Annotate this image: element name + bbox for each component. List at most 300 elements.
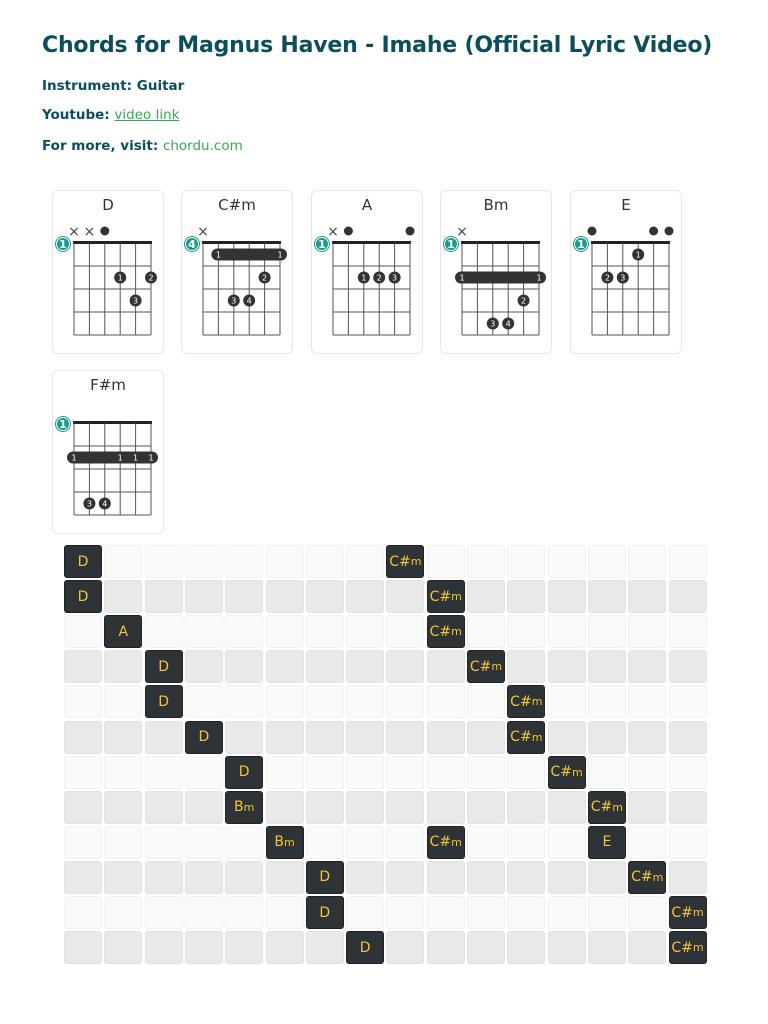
empty-cell (266, 615, 304, 648)
finger-label: 4 (505, 319, 511, 329)
empty-cell (427, 721, 465, 754)
empty-cell (628, 826, 666, 859)
empty-cell (669, 580, 707, 613)
barre-label: 1 (215, 250, 221, 260)
empty-cell (467, 861, 505, 894)
empty-cell (588, 580, 626, 613)
empty-cell (467, 931, 505, 964)
barre-label: 1 (148, 453, 154, 463)
chord-cell[interactable] (386, 545, 424, 578)
empty-cell (346, 826, 384, 859)
empty-cell (64, 896, 102, 929)
empty-cell (467, 615, 505, 648)
empty-cell (427, 756, 465, 789)
nut (591, 241, 670, 244)
empty-cell (104, 791, 142, 824)
empty-cell (588, 931, 626, 964)
more-label: For more, visit: (42, 138, 163, 154)
finger-label: 3 (133, 296, 139, 306)
barre-label: 1 (117, 453, 123, 463)
empty-cell (145, 791, 183, 824)
finger-label: 1 (635, 250, 641, 260)
empty-cell (145, 861, 183, 894)
chord-root: C# (590, 799, 613, 816)
chord-diagram (53, 191, 165, 355)
empty-cell (185, 545, 223, 578)
empty-cell (266, 896, 304, 929)
barre-label: 1 (459, 273, 465, 283)
empty-cell (346, 650, 384, 683)
empty-cell (145, 756, 183, 789)
chord-root: C# (469, 658, 492, 675)
empty-cell (548, 896, 586, 929)
finger-label: 3 (86, 499, 92, 509)
empty-cell (225, 685, 263, 718)
empty-cell (225, 931, 263, 964)
empty-cell (64, 650, 102, 683)
chord-cell[interactable] (64, 545, 102, 578)
fret-number-marker (55, 416, 71, 432)
empty-cell (507, 861, 545, 894)
empty-cell (306, 721, 344, 754)
muted-string-marker: × (197, 224, 209, 240)
empty-cell (467, 756, 505, 789)
empty-cell (266, 545, 304, 578)
empty-cell (266, 791, 304, 824)
empty-cell (588, 545, 626, 578)
chordu-link[interactable]: chordu.com (162, 138, 243, 154)
empty-cell (185, 685, 223, 718)
empty-cell (346, 861, 384, 894)
barre-label: 1 (277, 250, 283, 260)
chord-cell[interactable] (507, 721, 545, 754)
empty-cell (427, 791, 465, 824)
chord-root: B (234, 799, 244, 816)
open-string-marker (100, 227, 109, 236)
chord-root: C# (510, 693, 532, 710)
barre-label: 1 (133, 453, 139, 463)
empty-cell (427, 931, 465, 964)
svg-text:1: 1 (59, 418, 67, 431)
empty-cell (548, 650, 586, 683)
chord-cell[interactable] (64, 580, 102, 613)
empty-cell (306, 650, 344, 683)
nut (332, 241, 411, 244)
chord-cell[interactable] (225, 756, 263, 789)
chord-cell[interactable] (104, 615, 142, 648)
empty-cell (669, 685, 707, 718)
empty-cell (346, 545, 384, 578)
empty-cell (185, 826, 223, 859)
chord-cell[interactable] (427, 615, 465, 648)
empty-cell (306, 685, 344, 718)
open-string-marker (665, 227, 674, 236)
svg-text:4: 4 (188, 238, 196, 251)
empty-cell (628, 580, 666, 613)
empty-cell (185, 580, 223, 613)
chord-root: C# (389, 553, 411, 570)
chord-quality: m (571, 765, 583, 779)
empty-cell (145, 615, 183, 648)
chord-cell[interactable] (427, 580, 465, 613)
chord-root: C# (429, 588, 452, 605)
chord-quality: m (692, 941, 704, 955)
empty-cell (669, 650, 707, 683)
finger-label: 4 (102, 499, 108, 509)
empty-cell (346, 721, 384, 754)
empty-cell (185, 650, 223, 683)
empty-cell (145, 580, 183, 613)
empty-cell (225, 545, 263, 578)
empty-cell (588, 685, 626, 718)
chord-card-1[interactable] (181, 190, 293, 354)
chord-cell[interactable] (588, 791, 626, 824)
empty-cell (104, 861, 142, 894)
empty-cell (104, 545, 142, 578)
chord-name: F#m (90, 376, 126, 394)
finger-label: 2 (376, 273, 382, 283)
chord-quality: m (283, 835, 295, 849)
nut (461, 241, 540, 244)
empty-cell (64, 931, 102, 964)
empty-cell (145, 826, 183, 859)
chord-quality: m (451, 590, 462, 604)
chord-cell[interactable] (306, 896, 344, 929)
fret-number-marker (573, 236, 589, 252)
finger-label: 3 (231, 296, 237, 306)
chord-name: C#m (218, 196, 256, 214)
chord-cell[interactable] (467, 650, 505, 683)
chord-root: E (602, 834, 612, 851)
empty-cell (64, 721, 102, 754)
empty-cell (467, 685, 505, 718)
empty-cell (346, 580, 384, 613)
chord-cell[interactable] (669, 931, 707, 964)
chord-cell[interactable] (669, 896, 707, 929)
empty-cell (507, 896, 545, 929)
chord-root: D (359, 939, 371, 956)
empty-cell (588, 721, 626, 754)
chord-card-3[interactable] (440, 190, 552, 354)
svg-text:1: 1 (318, 238, 326, 251)
chord-root: D (238, 764, 250, 781)
empty-cell (588, 896, 626, 929)
chord-quality: m (531, 730, 543, 744)
chord-cell[interactable] (225, 791, 263, 824)
empty-cell (266, 580, 304, 613)
empty-cell (467, 580, 505, 613)
empty-cell (225, 650, 263, 683)
chord-quality: m (410, 555, 422, 568)
empty-cell (145, 545, 183, 578)
empty-cell (145, 931, 183, 964)
empty-cell (588, 861, 626, 894)
empty-cell (507, 580, 545, 613)
open-string-marker (649, 227, 658, 236)
nut (73, 421, 152, 424)
empty-cell (225, 861, 263, 894)
empty-cell (628, 650, 666, 683)
finger-label: 1 (361, 273, 367, 283)
chord-diagram (441, 191, 553, 355)
empty-cell (346, 791, 384, 824)
chord-cell[interactable] (548, 756, 586, 789)
chord-root: C# (631, 869, 653, 886)
chord-diagram (571, 191, 683, 355)
empty-cell (346, 896, 384, 929)
empty-cell (507, 615, 545, 648)
empty-cell (306, 545, 344, 578)
empty-cell (628, 756, 666, 789)
empty-cell (185, 896, 223, 929)
youtube-link[interactable]: video link (114, 107, 180, 123)
empty-cell (306, 580, 344, 613)
empty-cell (104, 756, 142, 789)
chord-cell[interactable] (145, 650, 183, 683)
chord-root: C# (550, 764, 572, 781)
empty-cell (306, 756, 344, 789)
chord-name: E (621, 196, 631, 214)
empty-cell (669, 545, 707, 578)
finger-label: 2 (262, 273, 268, 283)
empty-cell (548, 615, 586, 648)
chord-root: C# (671, 939, 693, 956)
empty-cell (548, 791, 586, 824)
empty-cell (386, 650, 424, 683)
muted-string-marker: × (68, 224, 80, 240)
chord-name: D (102, 196, 114, 214)
empty-cell (628, 896, 666, 929)
chord-card-5[interactable] (52, 370, 164, 534)
chord-root: D (158, 658, 169, 675)
empty-cell (266, 931, 304, 964)
page-title: Chords for Magnus Haven - Imahe (Official Lyric Video) (42, 33, 713, 58)
empty-cell (266, 756, 304, 789)
chord-cell[interactable] (266, 826, 304, 859)
chord-quality: m (652, 870, 664, 884)
empty-cell (548, 580, 586, 613)
empty-cell (467, 896, 505, 929)
empty-cell (104, 580, 142, 613)
empty-cell (507, 545, 545, 578)
empty-cell (548, 545, 586, 578)
empty-cell (467, 826, 505, 859)
chord-cell[interactable] (427, 826, 465, 859)
empty-cell (669, 615, 707, 648)
empty-cell (467, 545, 505, 578)
empty-cell (185, 756, 223, 789)
chord-diagram (182, 191, 294, 355)
empty-cell (427, 861, 465, 894)
chord-root: A (118, 623, 129, 640)
barre-label: 1 (71, 453, 77, 463)
empty-cell (64, 861, 102, 894)
empty-cell (225, 721, 263, 754)
chord-quality: m (692, 906, 704, 919)
empty-cell (628, 931, 666, 964)
finger-label: 3 (490, 319, 496, 329)
nut (202, 241, 281, 244)
finger-label: 3 (392, 273, 398, 283)
empty-cell (266, 650, 304, 683)
empty-cell (386, 896, 424, 929)
empty-cell (669, 861, 707, 894)
svg-text:1: 1 (577, 238, 585, 251)
empty-cell (628, 545, 666, 578)
empty-cell (306, 615, 344, 648)
empty-cell (185, 861, 223, 894)
svg-text:1: 1 (447, 238, 455, 251)
muted-string-marker: × (83, 224, 96, 240)
chord-root: D (319, 904, 331, 921)
empty-cell (266, 861, 304, 894)
empty-cell (427, 545, 465, 578)
finger-label: 1 (117, 273, 123, 283)
empty-cell (548, 721, 586, 754)
chord-card-4[interactable] (570, 190, 682, 354)
empty-cell (427, 685, 465, 718)
chord-cell[interactable] (588, 826, 626, 859)
empty-cell (669, 791, 707, 824)
youtube-line (42, 107, 179, 123)
empty-cell (145, 721, 183, 754)
empty-cell (386, 931, 424, 964)
chord-card-0[interactable] (52, 190, 164, 354)
empty-cell (145, 896, 183, 929)
empty-cell (104, 685, 142, 718)
empty-cell (628, 721, 666, 754)
empty-cell (64, 826, 102, 859)
finger-label: 2 (148, 273, 154, 283)
empty-cell (427, 650, 465, 683)
empty-cell (507, 756, 545, 789)
chord-quality: m (612, 800, 623, 814)
empty-cell (669, 721, 707, 754)
svg-text:1: 1 (59, 238, 67, 251)
empty-cell (548, 685, 586, 718)
empty-cell (346, 756, 384, 789)
empty-cell (225, 615, 263, 648)
barre-label: 1 (536, 273, 542, 283)
muted-string-marker: × (456, 224, 468, 240)
open-string-marker (588, 227, 597, 236)
empty-cell (104, 826, 142, 859)
youtube-label: Youtube: (42, 107, 115, 123)
chord-root: C# (429, 623, 452, 640)
chord-root: D (158, 693, 169, 710)
empty-cell (548, 861, 586, 894)
empty-cell (628, 685, 666, 718)
barre (211, 249, 287, 261)
empty-cell (588, 615, 626, 648)
finger-label: 3 (620, 273, 626, 283)
empty-cell (628, 615, 666, 648)
chord-name: A (361, 196, 373, 214)
chord-quality: m (491, 660, 503, 674)
empty-cell (386, 826, 424, 859)
empty-cell (427, 896, 465, 929)
empty-cell (185, 931, 223, 964)
empty-cell (507, 931, 545, 964)
chord-cell[interactable] (346, 931, 384, 964)
more-line (42, 138, 243, 154)
empty-cell (588, 650, 626, 683)
chord-quality: m (243, 800, 255, 814)
empty-cell (104, 931, 142, 964)
chord-quality: m (451, 625, 462, 639)
empty-cell (64, 615, 102, 648)
empty-cell (185, 791, 223, 824)
empty-cell (104, 650, 142, 683)
empty-cell (628, 791, 666, 824)
chord-cell[interactable] (185, 721, 223, 754)
empty-cell (306, 931, 344, 964)
muted-string-marker: × (327, 224, 339, 240)
empty-cell (588, 756, 626, 789)
empty-cell (64, 685, 102, 718)
empty-cell (548, 931, 586, 964)
open-string-marker (344, 227, 353, 236)
barre (455, 272, 546, 284)
chord-name: Bm (483, 196, 509, 214)
empty-cell (306, 791, 344, 824)
empty-cell (386, 580, 424, 613)
empty-cell (225, 580, 263, 613)
chord-cell[interactable] (306, 861, 344, 894)
empty-cell (507, 650, 545, 683)
empty-cell (386, 791, 424, 824)
finger-label: 2 (604, 273, 610, 283)
empty-cell (386, 756, 424, 789)
empty-cell (669, 826, 707, 859)
chord-quality: m (531, 695, 543, 709)
chord-quality: m (451, 835, 462, 849)
empty-cell (386, 685, 424, 718)
chord-cell[interactable] (628, 861, 666, 894)
empty-cell (467, 791, 505, 824)
empty-cell (346, 615, 384, 648)
empty-cell (548, 826, 586, 859)
empty-cell (467, 721, 505, 754)
chord-root: D (198, 729, 210, 745)
empty-cell (104, 896, 142, 929)
finger-label: 4 (246, 296, 252, 306)
empty-cell (64, 791, 102, 824)
chord-root: D (77, 553, 89, 570)
empty-cell (266, 685, 304, 718)
empty-cell (104, 721, 142, 754)
chord-cell[interactable] (507, 685, 545, 718)
chord-cell[interactable] (145, 685, 183, 718)
nut (73, 241, 152, 244)
empty-cell (507, 791, 545, 824)
chord-root: D (77, 588, 89, 605)
chord-root: C# (671, 904, 693, 921)
empty-cell (386, 721, 424, 754)
empty-cell (266, 721, 304, 754)
empty-cell (386, 615, 424, 648)
empty-cell (225, 826, 263, 859)
chord-card-2[interactable] (311, 190, 423, 354)
instrument-line: Instrument: Guitar (42, 78, 185, 94)
empty-cell (185, 615, 223, 648)
empty-cell (386, 861, 424, 894)
barre (67, 452, 158, 464)
chord-root: C# (429, 834, 452, 851)
empty-cell (669, 756, 707, 789)
finger-label: 2 (521, 296, 527, 306)
chord-root: B (274, 834, 284, 851)
